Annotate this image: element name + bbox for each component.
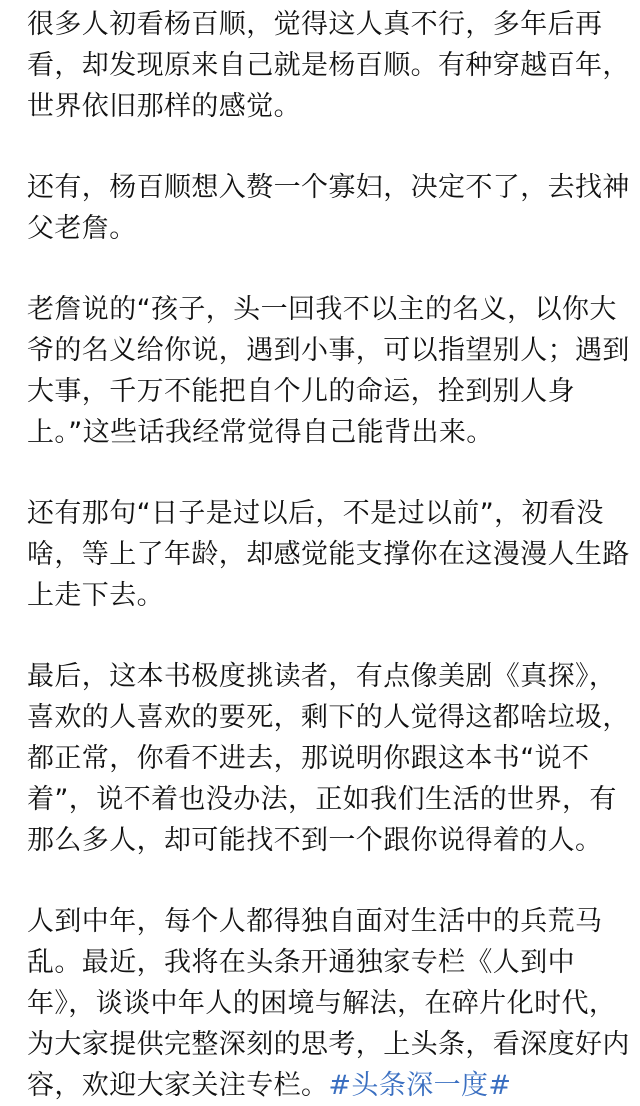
text-line: 为大家提供完整深刻的思考，上头条，看深度好内	[27, 1029, 630, 1060]
paragraph-6	[27, 901, 630, 1106]
text-line: 父老詹。	[27, 213, 137, 244]
text-line: 喜欢的人喜欢的要死，剩下的人觉得这都啥垃圾，	[27, 702, 630, 733]
text-line: 都正常，你看不进去，那说明你跟这本书“说不	[27, 743, 590, 774]
hashtag-link[interactable]: #头条深一度#	[328, 1070, 512, 1101]
paragraph-5	[27, 656, 630, 861]
text-line: 那么多人，却可能找不到一个跟你说得着的人。	[27, 825, 603, 856]
text-segment: 容，欢迎大家关注专栏。	[27, 1070, 329, 1101]
text-line: 世界依旧那样的感觉。	[27, 91, 301, 122]
text-line: 上走下去。	[27, 580, 164, 611]
paragraph-2	[27, 167, 630, 249]
text-line: 着”，说不着也没办法，正如我们生活的世界，有	[27, 784, 617, 815]
text-line: 乱。最近，我将在头条开通独家专栏《人到中	[27, 947, 575, 978]
text-line: 爷的名义给你说，遇到小事，可以指望别人；遇到	[27, 335, 630, 366]
paragraph-4	[27, 493, 630, 616]
text-line: 上。”这些话我经常觉得自己能背出来。	[27, 417, 494, 448]
text-line: 看，却发现原来自己就是杨百顺。有种穿越百年，	[27, 50, 630, 81]
text-line-with-hashtag	[27, 1065, 614, 1106]
text-line: 最后，这本书极度挑读者，有点像美剧《真探》，	[27, 661, 617, 692]
paragraph-3	[27, 289, 630, 453]
text-line: 大事，千万不能把自个儿的命运，拴到别人身	[27, 376, 575, 407]
text-line: 人到中年，每个人都得独自面对生活中的兵荒马	[27, 906, 603, 937]
paragraph-1	[27, 0, 630, 127]
text-line: 很多人初看杨百顺，觉得这人真不行，多年后再	[27, 9, 603, 40]
text-line: 还有那句“日子是过以后，不是过以前”，初看没	[27, 498, 604, 529]
text-line: 啥，等上了年龄，却感觉能支撑你在这漫漫人生路	[27, 539, 630, 570]
text-line: 老詹说的“孩子，头一回我不以主的名义，以你大	[27, 294, 617, 325]
text-line: 还有，杨百顺想入赘一个寡妇，决定不了，去找神	[27, 172, 630, 203]
text-line: 年》，谈谈中年人的困境与解法，在碎片化时代，	[27, 988, 617, 1019]
